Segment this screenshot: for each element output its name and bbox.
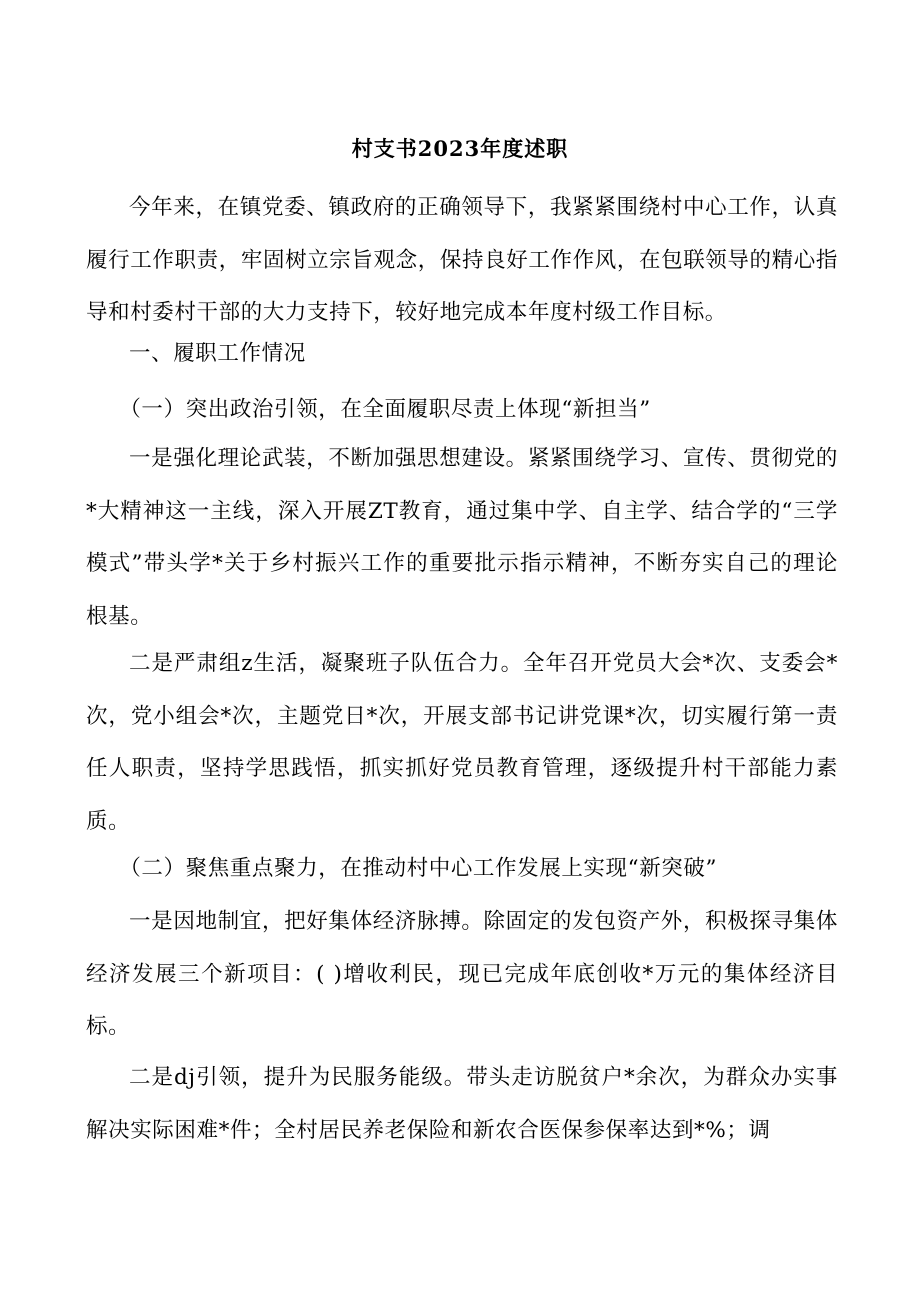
subsection-heading-2: （二）聚焦重点聚力，在推动村中心工作发展上实现“新突破” [119,856,718,881]
paragraph-theory-study: 一是强化理论武装，不断加强思想建设。紧紧围绕学习、宣传、贯彻党的*大精神这一主线，深入开展ZT教育，通过集中学、自主学、结合学的“三学模式”带头学*关于乡村振兴工作的重要批示指示精神，不断夯实自己的理论根基。 [86,446,838,629]
intro-paragraph: 今年来，在镇党委、镇政府的正确领导下，我紧紧围绕村中心工作，认真履行工作职责，牢固树立宗旨观念，保持良好工作作风，在包联领导的精心指导和村委村干部的大力支持下，较好地完成本年度村级工作目标。 [86,195,838,325]
paragraph-collective-economy: 一是因地制宜，把好集体经济脉搏。除固定的发包资产外，积极探寻集体经济发展三个新项目：( )增收利民，现已完成年底创收*万元的集体经济目标。 [86,909,838,1039]
section-heading-1: 一、履职工作情况 [129,341,306,366]
document-title: 村支书2023年度述职 [351,136,569,161]
subsection-heading-1: （一）突出政治引领，在全面履职尽责上体现“新担当” [119,397,651,422]
paragraph-service-capacity: 二是dj引领，提升为民服务能级。带头走访脱贫户*余次，为群众办实事解决实际困难*件；全村居民养老保险和新农合医保参保率达到*%；调 [86,1065,838,1143]
paragraph-organization-life: 二是严肃组z生活，凝聚班子队伍合力。全年召开党员大会*次、支委会*次，党小组会*次，主题党日*次，开展支部书记讲党课*次，切实履行第一责任人职责，坚持学思践悟，抓实抓好党员教育管理，逐级提升村干部能力素质。 [86,651,838,834]
